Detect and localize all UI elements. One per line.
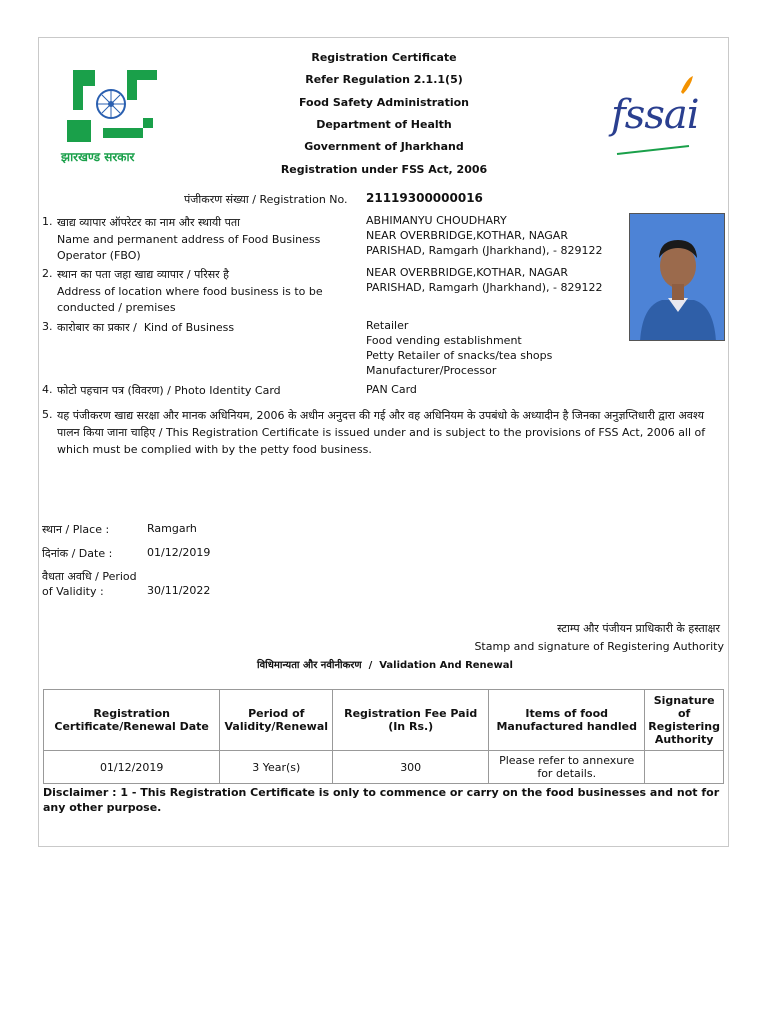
validity-value: 30/11/2022: [147, 584, 211, 597]
item-1-hindi: खाद्य व्यापार ऑपरेटर का नाम और स्थायी पता: [57, 216, 240, 229]
jharkhand-emblem-icon: [61, 66, 161, 146]
item-3-value: Retailer Food vending establishment Petty Retailer of snacks/tea shops Manufacturer/Processor: [366, 319, 553, 377]
item-2-english: Address of location where food business is to be conducted / premises: [57, 285, 323, 314]
jharkhand-logo-text: झारखण्ड सरकार: [61, 150, 135, 164]
validity-label: वैधता अवधि / Period of Validity :: [42, 570, 137, 598]
fssai-logo-text: fssai: [611, 92, 699, 138]
disclaimer: Disclaimer : 1 - This Registration Certificate is only to commence or carry on the food businesses and not for any other purpose.: [43, 786, 720, 814]
item-5-number: 5.: [42, 408, 53, 421]
header-line-6: Registration under FSS Act, 2006: [280, 163, 488, 176]
item-1-number: 1.: [42, 215, 53, 228]
signature-hindi: स्टाम्प और पंजीयन प्राधिकारी के हस्ताक्षर: [557, 622, 720, 635]
item-4-label: फोटो पहचान पत्र (विवरण) / Photo Identity Card: [57, 384, 281, 397]
header-line-5: Government of Jharkhand: [304, 140, 464, 153]
certificate-page: [38, 37, 729, 847]
item-2-number: 2.: [42, 267, 53, 280]
item-3-number: 3.: [42, 320, 53, 333]
place-value: Ramgarh: [147, 522, 197, 535]
header-line-4: Department of Health: [316, 118, 452, 131]
header-renewal-date: Registration Certificate/Renewal Date: [44, 690, 220, 751]
header-items-food: Items of food Manufactured handled: [489, 690, 645, 751]
item-4-number: 4.: [42, 383, 53, 396]
jharkhand-logo: [61, 66, 161, 166]
item-1-english: Name and permanent address of Food Business Operator (FBO): [57, 233, 321, 262]
cell-items-food: Please refer to annexure for details.: [489, 751, 645, 784]
date-label: दिनांक / Date :: [42, 547, 113, 560]
fbo-photo: [629, 213, 725, 341]
validation-title: विधिमान्यता और नवीनीकरण / Validation And Renewal: [257, 660, 513, 671]
cell-renewal-date: 01/12/2019: [44, 751, 220, 784]
item-2-hindi: स्थान का पता जहा खाद्य व्यापार / परिसर है: [57, 268, 229, 281]
header-fee-paid: Registration Fee Paid (In Rs.): [333, 690, 489, 751]
cell-fee-paid: 300: [333, 751, 489, 784]
header-line-3: Food Safety Administration: [298, 96, 470, 109]
signature-english: Stamp and signature of Registering Authority: [474, 640, 724, 653]
validation-renewal-table: [43, 689, 724, 784]
table-row: [44, 751, 724, 784]
place-label: स्थान / Place :: [42, 523, 110, 536]
person-photo-icon: [630, 214, 725, 341]
table-header-row: [44, 690, 724, 751]
item-5-text: यह पंजीकरण खाद्य सरक्षा और मानक अधिनियम, 2006 के अधीन अनुदत्त की गई और वह अधिनियम के उपबंधो के अध्यादीन है जिनका अनुज्ञप्तिधारी द्वारा अवश्य पालन किया जाना चाहिए / This Registration Certificate is issued under and is subject to the provisions of FSS Act, 2006 all of which must be complied with by the petty food business.: [57, 409, 706, 456]
item-4-value: PAN Card: [366, 383, 417, 396]
cell-signature: [645, 751, 724, 784]
cell-period-validity: 3 Year(s): [220, 751, 333, 784]
item-1-value: ABHIMANYU CHOUDHARY NEAR OVERBRIDGE,KOTHAR, NAGAR PARISHAD, Ramgarh (Jharkhand), - 829122: [366, 214, 603, 257]
header-signature: Signature of Registering Authority: [645, 690, 724, 751]
header-line-1: Registration Certificate: [311, 51, 457, 64]
item-2-value: NEAR OVERBRIDGE,KOTHAR, NAGAR PARISHAD, Ramgarh (Jharkhand), - 829122: [366, 266, 603, 294]
fssai-logo: [609, 72, 699, 162]
header-line-2: Refer Regulation 2.1.1(5): [305, 73, 463, 86]
registration-number: 21119300000016: [366, 191, 483, 205]
date-value: 01/12/2019: [147, 546, 211, 559]
registration-label: पंजीकरण संख्या / Registration No.: [184, 193, 348, 206]
item-3-label: कारोबार का प्रकार / Kind of Business: [57, 321, 235, 334]
header-period-validity: Period of Validity/Renewal: [220, 690, 333, 751]
